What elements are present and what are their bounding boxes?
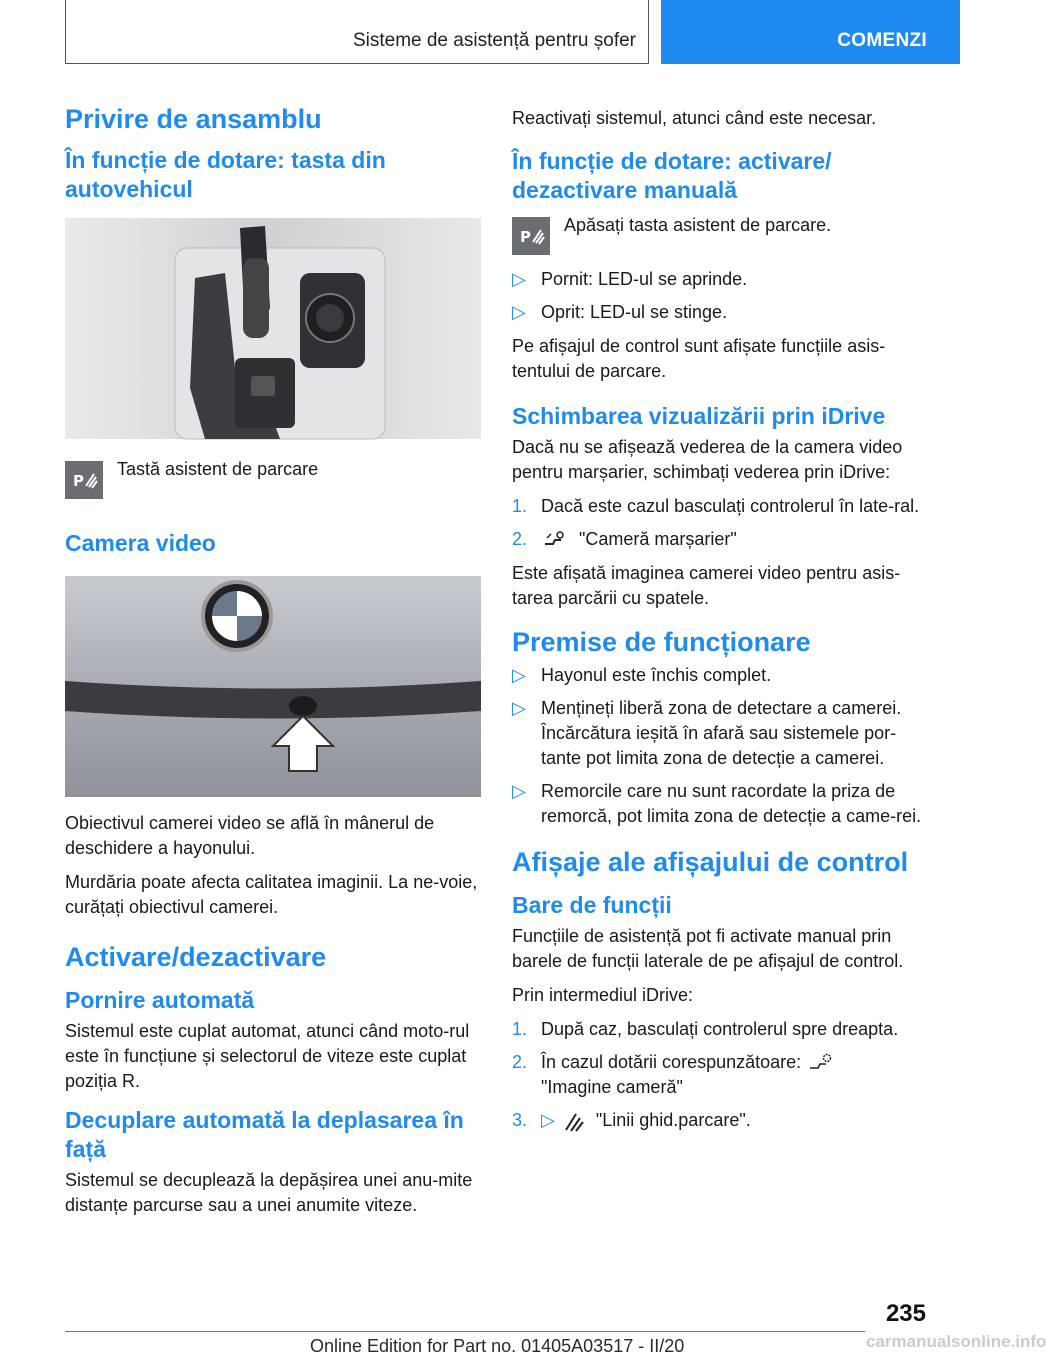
heading-auto-start: Pornire automată <box>65 987 255 1013</box>
heading-change-view: Schimbarea vizualizării prin iDrive <box>512 403 886 429</box>
bars-text: Funcțiile de asistență pot fi activate manual prin barele de funcții laterale de pe afișajul de control. <box>512 926 904 971</box>
heading-camera: Camera video <box>65 530 216 556</box>
section-title: COMENZI <box>837 30 927 51</box>
header-chapter-box <box>65 0 649 64</box>
list-item: ▷ Oprit: LED-ul se stinge. <box>512 300 924 325</box>
change-steps <box>512 494 924 552</box>
heading-button: În funcție de dotare: tasta din autovehicul <box>65 147 386 202</box>
button-caption: Tastă asistent de parcare <box>117 459 319 479</box>
left-column <box>65 96 481 1227</box>
bullet-arrow-icon: ▷ <box>512 781 526 801</box>
list-item: ▷ Remorcile care nu sunt racordate la priza de remorcă, pot limita zona de detecție a came-rei. <box>512 781 922 826</box>
heading-bars: Bare de funcții <box>512 892 672 918</box>
bars-steps <box>512 1017 924 1133</box>
heading-activation: Activare/dezactivare <box>65 942 327 972</box>
bullet-arrow-icon: ▷ <box>512 302 526 322</box>
bullet-arrow-icon: ▷ <box>512 698 526 718</box>
heading-displays: Afișaje ale afișajului de control <box>512 847 909 877</box>
camera-image-icon <box>808 1052 834 1074</box>
bullet-arrow-icon: ▷ <box>512 665 526 685</box>
svg-text:P: P <box>73 472 84 490</box>
manual-press-line <box>512 217 924 255</box>
heading-auto-off: Decuplare automată la deplasarea în față <box>65 1107 464 1162</box>
list-item: 1. După caz, basculați controlerul spre dreapta. <box>512 1019 899 1039</box>
right-column <box>512 96 924 1142</box>
parking-guide-lines-icon <box>562 1110 584 1132</box>
list-item: 2. "Cameră marșarier" <box>512 529 737 549</box>
camera-photo <box>65 576 481 797</box>
list-item: ▷ Pornit: LED-ul se aprinde. <box>512 267 924 292</box>
reactivate-text: Reactivați sistemul, atunci când este necesar. <box>512 108 877 128</box>
rear-camera-image <box>65 576 481 797</box>
auto-start-text: Sistemul este cuplat automat, atunci când moto-rul este în funcțiune și selectorul de viteze este cuplat poziția R. <box>65 1021 470 1091</box>
page-number: 235 <box>885 1300 926 1327</box>
image-text: Este afișată imaginea camerei video pentru asis-tarea parcării cu spatele. <box>512 563 901 608</box>
via-idrive-text: Prin intermediul iDrive: <box>512 985 694 1005</box>
header-section-tab <box>661 0 960 64</box>
svg-text:P: P <box>520 228 531 246</box>
chapter-title: Sisteme de asistență pentru șofer <box>352 30 636 51</box>
heading-manual: În funcție de dotare: activare/ dezactivare manuală <box>512 148 832 203</box>
console-photo <box>65 218 481 439</box>
camera-text-2: Murdăria poate afecta calitatea imaginii. La ne-voie, curățați obiectivul camerei. <box>65 872 478 917</box>
edition-text: Online Edition for Part no. 01405A03517 - II/20 <box>310 1336 685 1356</box>
camera-text-1: Obiectivul camerei video se află în mânerul de deschidere a hayonului. <box>65 813 435 858</box>
list-item: ▷ Mențineți liberă zona de detectare a camerei. Încărcătura ieșită în afară sau sistemele por-tante pot limita zona de detecție a camerei. <box>512 698 902 768</box>
heading-prereq: Premise de funcționare <box>512 627 811 657</box>
change-view-text: Dacă nu se afișează vederea de la camera video pentru marșarier, schimbați vederea prin iDrive: <box>512 437 903 482</box>
heading-overview: Privire de ansamblu <box>65 104 322 134</box>
list-item: ▷ Hayonul este închis complet. <box>512 663 924 688</box>
button-legend <box>65 461 481 499</box>
auto-off-text: Sistemul se decuplează la depășirea unei anu-mite distanțe parcurse sau a unei anumite viteze. <box>65 1170 473 1215</box>
bullet-arrow-icon: ▷ <box>541 1110 555 1130</box>
prereq-list <box>512 663 924 829</box>
press-text: Apăsați tasta asistent de parcare. <box>564 215 832 235</box>
watermark: carmanualsonline.info <box>866 1332 1046 1351</box>
bullet-arrow-icon: ▷ <box>512 269 526 289</box>
display-text: Pe afișajul de control sunt afișate funcțiile asis-tentului de parcare. <box>512 336 886 381</box>
led-list <box>512 267 924 325</box>
parking-assist-key-icon <box>512 217 550 255</box>
list-item: 2. În cazul dotării corespunzătoare: "Imagine cameră" <box>512 1050 924 1100</box>
parking-assist-button-icon <box>65 461 103 499</box>
center-console-image <box>65 218 481 439</box>
list-item: 3. ▷ "Linii ghid.parcare". <box>512 1108 924 1133</box>
list-item: 1. Dacă este cazul basculați controlerul în late-ral. <box>512 496 920 516</box>
footer-divider <box>65 1331 865 1332</box>
rear-camera-icon <box>543 530 567 550</box>
